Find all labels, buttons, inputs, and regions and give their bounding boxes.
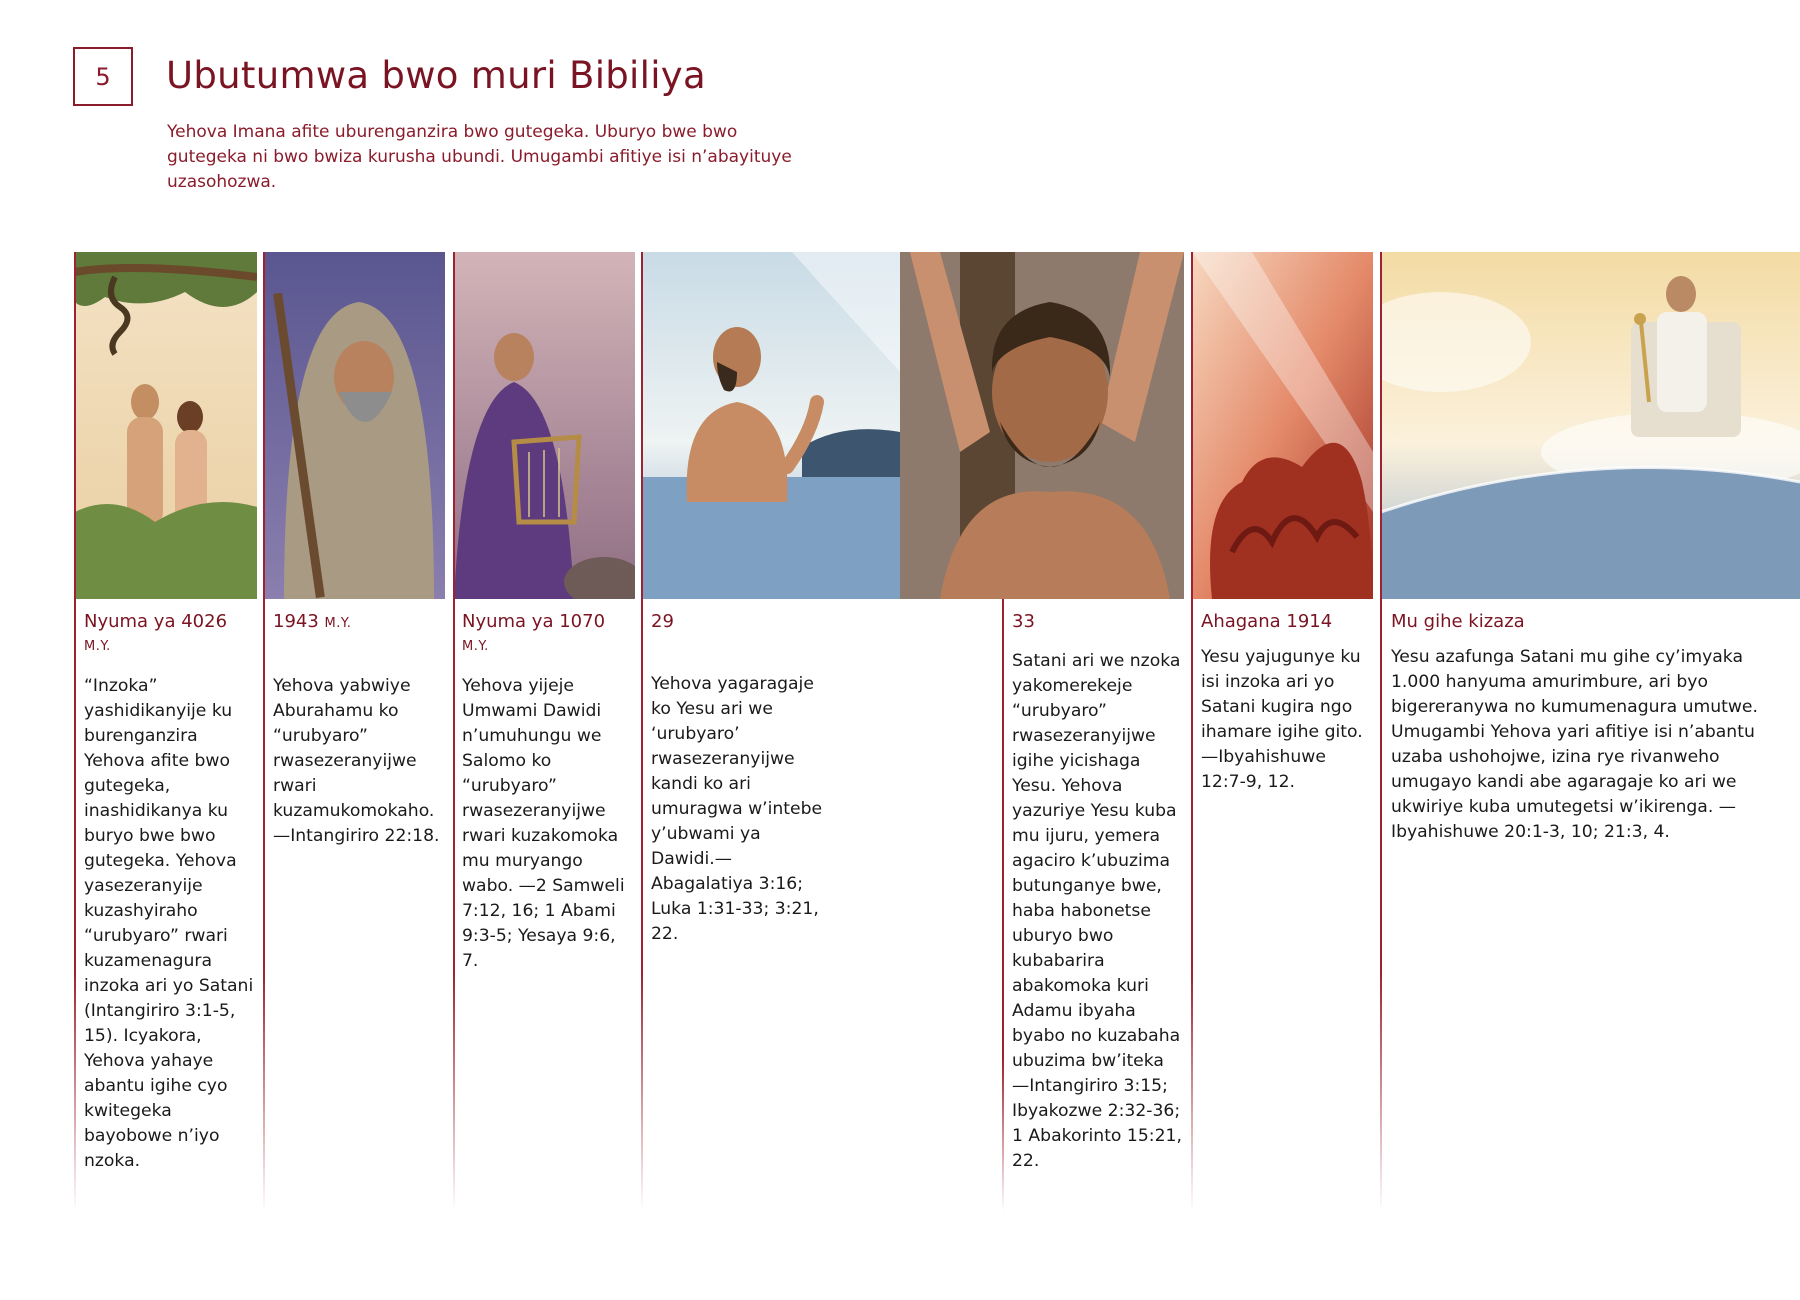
timeline-entry	[462, 610, 634, 974]
timeline-divider	[453, 252, 455, 1212]
king-throne-earth-illustration	[1381, 252, 1800, 599]
entry-text: Yehova yijeje Umwami Dawidi n’umuhungu we Salomo ko “urubyaro” rwasezeranyijwe rwari kuzakomoka mu muryango wabo. —2 Samweli 7:12, 16; 1 Abami 9:3-5; Yesaya 9:6, 7.	[462, 676, 625, 971]
entry-date: 29	[651, 611, 674, 632]
timeline-divider	[74, 252, 76, 1212]
timeline-entry	[1201, 610, 1373, 795]
entry-date: 33	[1012, 611, 1035, 632]
timeline-divider	[1191, 252, 1193, 1212]
timeline-divider	[1002, 599, 1004, 1212]
timeline-entry	[1391, 610, 1761, 845]
intro-paragraph: Yehova Imana afite uburenganzira bwo gutegeka. Uburyo bwe bwo gutegeka ni bwo bwiza kurusha ubundi. Umugambi afitiye isi n’abayituye uzasohozwa.	[167, 122, 792, 192]
lesson-number-badge	[73, 47, 133, 106]
entry-text: “Inzoka” yashidikanyije ku burenganzira Yehova afite bwo gutegeka, inashidikanya ku buryo bwe bwo gutegeka. Yehova yasezeranyije kuzashyiraho “urubyaro” rwari kuzamenagura inzoka ari yo Satani (Intangiriro 3:1-5, 15). Icyakora, Yehova yahaye abantu igihe cyo kwitegeka bayobowe n’iyo nzoka.	[84, 676, 254, 1171]
timeline	[0, 252, 1800, 1232]
timeline-divider	[1380, 252, 1382, 1212]
page-title: Ubutumwa bwo muri Bibiliya	[166, 54, 706, 97]
entry-date: Ahagana 1914	[1201, 611, 1333, 632]
jesus-baptism-illustration	[642, 252, 900, 599]
timeline-divider	[263, 252, 265, 1212]
entry-text: Yehova yabwiye Aburahamu ko “urubyaro” rwasezeranyijwe rwari kuzamukomokaho. —Intangiriro 22:18.	[273, 676, 440, 846]
timeline-entry	[651, 610, 823, 947]
entry-text: Yesu azafunga Satani mu gihe cy’imyaka 1.000 hanyuma amurimbure, ari byo bigereranywa no kumumenagura umutwe. Umugambi Yehova yari afitiye isi n’abantu uzaba ushohojwe, izina rye rivanweho umugayo kandi abe agaragaje ko ari we ukwiriye kuba umutegetsi w’ikirenga. —Ibyahishuwe 20:1-3, 10; 21:3, 4.	[1391, 647, 1758, 842]
dragon-cast-down-illustration	[1192, 252, 1373, 599]
lesson-number: 5	[95, 62, 111, 91]
entry-text: Yesu yajugunye ku isi inzoka ari yo Satani kugira ngo ihamare igihe gito. —Ibyahishuwe 12:7-9, 12.	[1201, 647, 1363, 792]
entry-date: Nyuma ya 1070 M.Y.	[462, 611, 606, 654]
entry-date: Nyuma ya 4026 M.Y.	[84, 611, 228, 654]
abraham-illustration	[264, 252, 445, 599]
timeline-entry	[273, 610, 445, 849]
timeline-entry	[84, 610, 256, 1174]
david-harp-illustration	[454, 252, 635, 599]
adam-eve-serpent-illustration	[75, 252, 257, 599]
entry-text: Yehova yagaragaje ko Yesu ari we ‘urubyaro’ rwasezeranyijwe kandi ko ari umuragwa w’intebe y’ubwami ya Dawidi.—Abagalatiya 3:16; Luka 1:31-33; 3:21, 22.	[651, 674, 823, 944]
entry-date: Mu gihe kizaza	[1391, 611, 1525, 632]
entry-text: Satani ari we nzoka yakomerekeje “urubyaro” rwasezeranyijwe igihe yicishaga Yesu. Yehova yazuriye Yesu kuba mu ijuru, yemera agaciro k’ubuzima butunganye bwe, haba habonetse uburyo bwo kubabarira abakomoka kuri Adamu ibyaha byabo no kuzabaha ubuzima bw’iteka —Intangiriro 3:15; Ibyakozwe 2:32-36; 1 Abakorinto 15:21, 22.	[1012, 651, 1182, 1171]
jesus-stake-illustration	[900, 252, 1184, 599]
entry-date: 1943 M.Y.	[273, 611, 352, 632]
timeline-entry	[1012, 610, 1184, 1174]
timeline-divider	[641, 252, 643, 1212]
